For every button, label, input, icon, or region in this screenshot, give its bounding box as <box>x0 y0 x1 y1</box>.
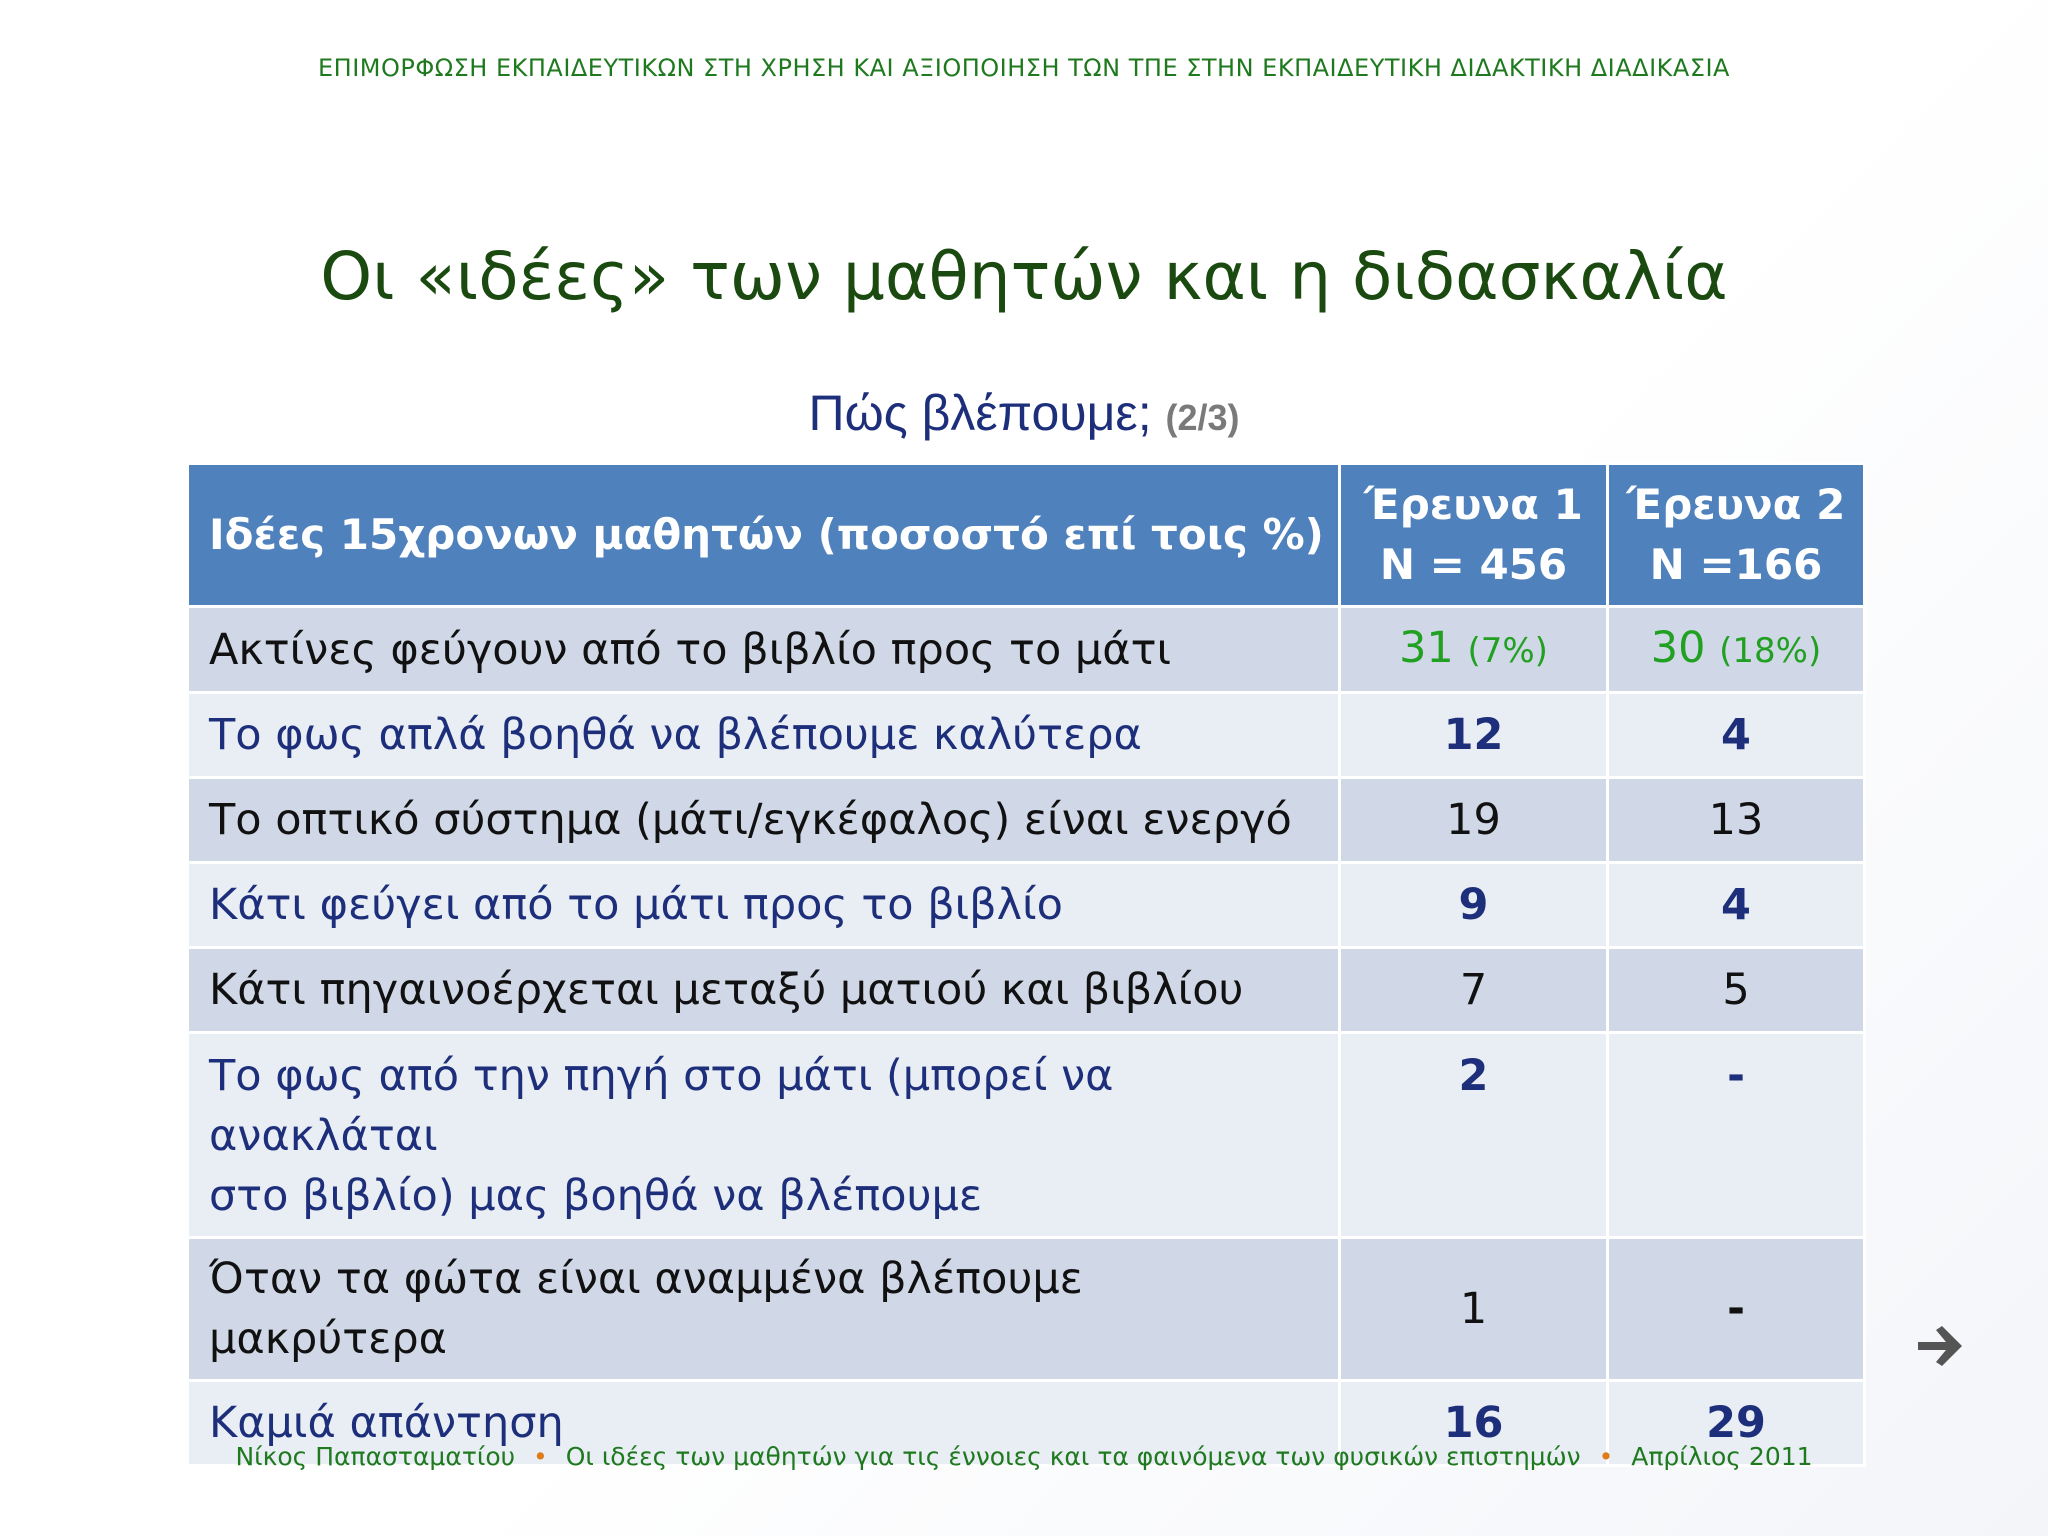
table-row <box>188 778 1865 863</box>
row-label-line-2: στο βιβλίο) μας βοηθά να βλέπουμε <box>209 1171 983 1221</box>
survey-2-value: 5 <box>1608 948 1865 1033</box>
survey-1-count: 31 <box>1399 623 1454 673</box>
survey-1-value <box>1340 607 1608 693</box>
header-survey-2-n: N =166 <box>1649 540 1823 589</box>
survey-2-value <box>1608 607 1865 693</box>
table-row <box>188 1033 1865 1238</box>
table-row <box>188 1238 1865 1381</box>
row-label <box>188 1033 1340 1238</box>
survey-2-value: - <box>1608 1238 1865 1381</box>
header-survey-1-title: Έρευνα 1 <box>1364 480 1583 529</box>
footer-separator: • <box>1598 1442 1614 1471</box>
survey-2-count: 30 <box>1650 623 1706 673</box>
survey-1-value: 12 <box>1340 693 1608 778</box>
survey-1-value: 2 <box>1340 1033 1608 1238</box>
row-label: Καμιά απάντηση <box>188 1381 1340 1466</box>
table-row <box>188 607 1865 693</box>
header-survey-1 <box>1340 464 1608 607</box>
row-label: Κάτι πηγαινοέρχεται μεταξύ ματιού και βιβλίου <box>188 948 1340 1033</box>
row-label: Κάτι φεύγει από το μάτι προς το βιβλίο <box>188 863 1340 948</box>
slide-header: ΕΠΙΜΟΡΦΩΣΗ ΕΚΠΑΙΔΕΥΤΙΚΩΝ ΣΤΗ ΧΡΗΣΗ ΚΑΙ ΑΞΙΟΠΟΙΗΣΗ ΤΩΝ ΤΠΕ ΣΤΗΝ ΕΚΠΑΙΔΕΥΤΙΚΗ ΔΙΔΑΚΤΙΚΗ ΔΙΑΔΙΚΑΣΙΑ <box>318 54 1730 82</box>
survey-2-value: 13 <box>1608 778 1865 863</box>
survey-2-value: 4 <box>1608 863 1865 948</box>
survey-1-percent: (7%) <box>1467 631 1548 671</box>
row-label: Όταν τα φώτα είναι αναμμένα βλέπουμε μακρύτερα <box>188 1238 1340 1381</box>
table-header-row <box>188 464 1865 607</box>
table-row <box>188 863 1865 948</box>
row-label-line-1: Το φως από την πηγή στο μάτι (μπορεί να ανακλάται <box>209 1051 1114 1161</box>
survey-2-value: 4 <box>1608 693 1865 778</box>
table-row <box>188 693 1865 778</box>
header-survey-1-n: N = 456 <box>1379 540 1568 589</box>
survey-1-value: 1 <box>1340 1238 1608 1381</box>
row-label: Ακτίνες φεύγουν από το βιβλίο προς το μάτι <box>188 607 1340 693</box>
survey-2-percent: (18%) <box>1719 631 1822 671</box>
survey-1-value: 19 <box>1340 778 1608 863</box>
slide-title: Οι «ιδέες» των μαθητών και η διδασκαλία <box>320 238 1728 315</box>
footer-topic: Οι ιδέες των μαθητών για τις έννοιες και τα φαινόμενα των φυσικών επιστημών <box>565 1442 1581 1471</box>
slide-subtitle <box>0 384 2048 442</box>
row-label: Το φως απλά βοηθά να βλέπουμε καλύτερα <box>188 693 1340 778</box>
header-survey-2-title: Έρευνα 2 <box>1626 480 1846 529</box>
slide-footer <box>0 1442 2048 1471</box>
subtitle-text: Πώς βλέπουμε; <box>808 385 1152 441</box>
survey-1-value: 9 <box>1340 863 1608 948</box>
header-survey-2 <box>1608 464 1865 607</box>
arrow-right-icon[interactable] <box>1912 1318 1968 1374</box>
ideas-table <box>186 462 1866 1467</box>
survey-1-value: 7 <box>1340 948 1608 1033</box>
table-row <box>188 948 1865 1033</box>
survey-1-value: 16 <box>1340 1381 1608 1466</box>
header-ideas: Ιδέες 15χρονων μαθητών (ποσοστό επί τοις %) <box>188 464 1340 607</box>
row-label: Το οπτικό σύστημα (μάτι/εγκέφαλος) είναι ενεργό <box>188 778 1340 863</box>
subtitle-part: (2/3) <box>1165 397 1240 438</box>
footer-date: Απρίλιος 2011 <box>1631 1442 1813 1471</box>
survey-2-value: 29 <box>1608 1381 1865 1466</box>
survey-2-value: - <box>1608 1033 1865 1238</box>
footer-author: Νίκος Παπασταματίου <box>235 1442 516 1471</box>
footer-separator: • <box>533 1442 548 1471</box>
